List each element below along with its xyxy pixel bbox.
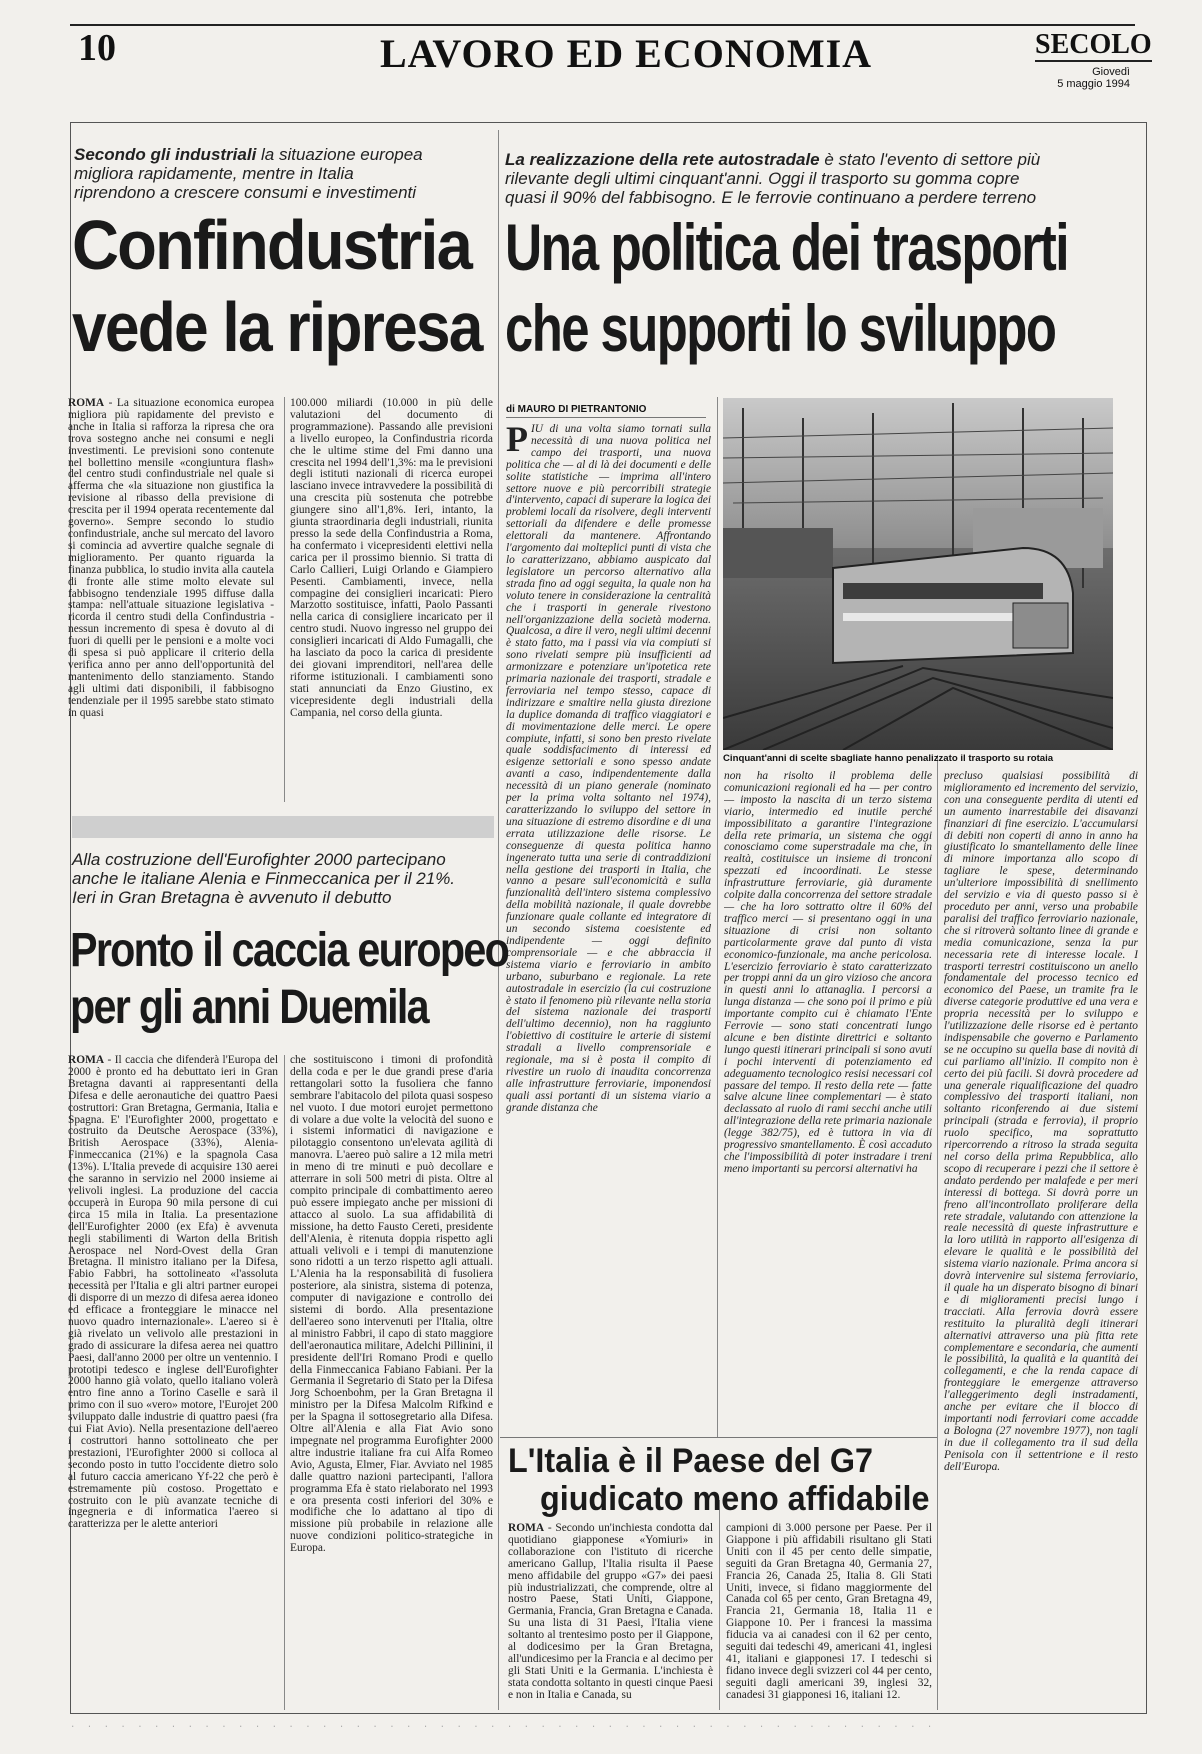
column-divider-a2-2 [937, 755, 938, 1710]
article1-headline-line2: vede la ripresa [72, 288, 482, 366]
section-title: LAVORO ED ECONOMIA [380, 31, 873, 76]
article2-column2: non ha risolto il problema delle comunicazioni regionali ed ha — per contro — imposto la nascita di un terzo sistema viario, intermedio ed inutile perché impossibilitato a garantire l'integrazione della rete primaria, un sistema che oggi conosciamo come superstradale ma che, in realtà, costituisce un insieme di tronconi spezzati ed incoordinati. Le stesse infrastrutture ferroviarie, già duramente colpite dalla concorrenza del settore stradale — che ha loro sottratto oltre il 60% del traffico merci — si presentano oggi in una situazione di crisi non soltanto particolarmente grave dal punto di vista economico-funzionale, ma anche pericolosa. L'esercizio ferroviario è stato caratterizzato per troppi anni da un giro vizioso che ancora in questi anni lo attanaglia. I percorsi a lunga distanza — che sono poi il primo e più importante compito cui è chiamato l'Ente Ferrovie — sono stati concentrati lungo alcune e ben distinte direttrici e soltanto lungo questi itinerari principali si sono avuti i pochi interventi di potenziamento ed adeguamento tecnologico resisi necessari col passare del tempo. Il resto della rete — fatte salve alcune linee complementari — è stato declassato al ruolo di rami secchi anche utili all'integrazione della rete primaria nazionale (legge 382/75), ed è tuttora in via di progressivo smantellamento. È così accaduto che l'impossibilità di poter instradare i treni meno importanti su percorsi alternativi ha [724, 771, 932, 1175]
newspaper-logo: SECOLO [1035, 29, 1152, 60]
article1-column1 [68, 398, 274, 803]
column-divider-a2-1 [717, 397, 718, 1437]
train-photo [723, 398, 1113, 750]
article4-column2: campioni di 3.000 persone per Paese. Per il Giappone i più affidabili risultano gli Stati Uniti con il 45 per cento delle simpatie, seguiti da Gran Bretagna 40, Germania 27, Francia 26, Canada 25, Italia 8. Gli Stati Uniti, invece, si fidano maggiormente del Canada col 65 per cento, Gran Bretagna 49, Francia 21, Germania 18, Italia 11 e Giappone 10. Per i francesi la massima fiducia va ai canadesi con il 62 per cento, seguiti dai tedeschi 49, americani 41, inglesi 41, italiani e giapponesi 17. I tedeschi si fidano invece degli svizzeri col 44 per cento, seguiti dagli americani 39, inglesi 32, canadesi 31 giapponesi 16, italiani 12. [726, 1523, 932, 1701]
article4-top-rule [500, 1437, 937, 1438]
article2-column1 [506, 424, 711, 1436]
article2-byline: di MAURO DI PIETRANTONIO [506, 404, 647, 415]
article3-column1 [68, 1055, 278, 1708]
issue-weekday: Giovedì [1092, 66, 1130, 78]
article3-dateline: ROMA [68, 1055, 105, 1066]
issue-date-text: 5 maggio 1994 [1057, 78, 1130, 90]
column-divider-a1 [284, 397, 285, 802]
article2-column3: precluso qualsiasi possibilità di miglioramento ed incremento del servizio, con una conseguente perdita di utenti ed un aumento inarrestabile dei disavanzi finanziari di fine esercizio. L'accumularsi di debiti non coperti di anno in anno ha giustificato lo smantellamento delle linee di minore importanza allo scopo di tagliare le spese, determinando un'ulteriore impossibilità di snellimento del servizio e via di questo passo si è proceduto per anni, verso una probabile paralisi del traffico ferroviario nazionale, che si ritroverà soltanto linee di grande e media comunicazione, senza la pur necessaria rete di interesse locale. I trasporti terrestri costituiscono un anello fondamentale del processo tecnico ed economico del Paese, un tramite fra le diverse categorie produttive ed una vera e propria necessità per lo sviluppo e l'utilizzazione delle risorse ed è pertanto indispensabile che governo e Parlamento se ne occupino su quella base di novità di cui parliamo all'inizio. Il compito non è certo dei più facili. Si dovrà procedere ad una generale riqualificazione del quadro complessivo dei trasporti italiani, non soltanto riconferendo ai due sistemi principali (strada e ferrovia), il proprio ruolo specifico, ma soprattutto ripercorrendo a ritroso la strada seguita nel corso della prima Repubblica, allo scopo di recuperare i pezzi che il settore è andato perdendo per malafede e per meri interessi di bottega. Si dovrà porre un freno all'incontrollato proliferare della rete stradale, valutando con attenzione la reale necessità di queste infrastrutture e la loro utilità in rapporto all'esigenza di elevare le qualità e le possibilità del sistema viario nazionale. Prima ancora si dovrà intervenire sul sistema ferroviario, il quale ha un disperato bisogno di binari e di miglioramenti precisi lungo i tracciati. Alla ferrovia dovrà essere restituito la pluralità degli itinerari alternativi attraverso una più fitta rete complementare e secondaria, che aumenti le possibilità, la qualità e la quantità dei collegamenti, e che la renda capace di fronteggiare le emergenze attraverso l'alleggerimento degli instradamenti, anche per evitare che il blocco di importanti nodi ferroviari come accadde a Bologna (27 novembre 1977), non tagli in due il collegamento tra il sud della Penisola con il settentrione e il resto dell'Europa. [944, 771, 1138, 1473]
article4-headline-line1: L'Italia è il Paese del G7 [508, 1442, 873, 1480]
column-divider-a3 [284, 1055, 285, 1710]
article4-dateline: ROMA [508, 1523, 545, 1534]
article1-col1-text: - La situazione economica europea migliora più rapidamente del previsto e anche in Italia si rafforza la ripresa che ora trova sostegno anche nei consumi e negli investimenti. Le previsioni sono contenute nel bollettino mensile «congiuntura flash» del centro studi confindustriale nel quale si afferma che «la situazione non giustifica la revisione al ribasso della previsione di crescita per il 1994 operata recentemente dal governo». Sempre secondo lo studio confindustriale, anche sul mercato del lavoro si comincia ad avvertire qualche segnale di miglioramento. Per quanto riguarda la finanza pubblica, lo studio invita alla cautela di fronte alle stime molto elevate sul fabbisogno tendenziale 1995 diffuse dalla stampa: nell'attuale situazione legislativa - ricorda il centro studi della Confindustria - nessun incremento di spesa è dovuto al di fuori di quelli per le pensioni e a molte voci di spesa si può applicare il criterio della verifica anno per anno dell'opportunità del mantenimento dello stanziamento. Stando agli ultimi dati disponibili, il fabbisogno tendenziale per il 1995 sarebbe stato stimato in quasi [68, 398, 274, 719]
article4-headline-line2: giudicato meno affidabile [540, 1480, 930, 1518]
article2-col1-text: IÙ di una volta siamo tornati sulla necessità di una nuova politica nel campo dei trasporti, una nuova politica che — al di là dei documenti e delle solite statistiche — imprima all'intero settore nuove e più percorribili strategie d'intervento, capaci di superare la logica dei problemi locali da risolvere, degli interventi settoriali da difendere e delle promesse elettorali da mantenere. Affrontando l'argomento dai molteplici punti di vista che lo caratterizzano, abbiamo auspicato dal legislatore un percorso alternativo alla strada fino ad oggi seguita, la quale non ha voluto tenere in considerazione la centralità che i trasporti in generale rivestono nell'organizzazione della società moderna. Qualcosa, a dire il vero, negli ultimi decenni è stato fatto, ma i passi via via compiuti si sono rivelati sempre più insufficienti ad armonizzare e potenziare un'ipotetica rete primaria nazionale dei trasporti, stradale e ferroviaria nel tempo stesso, capace di indirizzare e smaltire nella giusta direzione la duplice domanda di traffico viaggiatori e di movimentazione delle merci. Le opere compiute, infatti, si sono ben presto rivelate quale soddisfacimento di interessi ed esigenze settoriali e sono spesso andate avanti a caso, indipendentemente dalla necessità di un piano generale (nominato per la prima volta soltanto nel 1974), caratterizzando lo sviluppo del settore in una situazione di estremo disordine e di una errata utilizzazione delle risorse. Le conseguenze di questa politica hanno ingenerato tutta una serie di contraddizioni nella gestione dei trasporti in Italia, che vanno a pesare sull'economicità e sulla funzionalità dell'intero sistema complessivo della mobilità nazionale, il quale dovrebbe funzionare quale collante ed integratore di un secondo sistema coesistente ed indipendente — oggi definito comprensoriale — e che abbraccia il sistema viario e ferroviario in ambito urbano, suburbano e regionale. La rete autostradale in esercizio (la cui costruzione è stato il fenomeno più rilevante nella storia del sistema nazionale dei trasporti dell'ultimo decennio), non ha raggiunto l'obiettivo di costituire le arterie di sistemi stradali a livello comprensoriale e regionale, ma si è posta il compito di rivestire un ruolo di inaudita concorrenza alle infrastrutture ferroviarie, imponendosi quali assi portanti di un sistema viario a grande distanza che [506, 424, 711, 1114]
article2-headline-line1: Una politica dei trasporti [505, 210, 1069, 284]
article1-column2: 100.000 miliardi (10.000 in più delle valutazioni del documento di programmazione). Passando alle previsioni a livello europeo, la Confindustria ricorda che le ultime stime del Fmi danno una crescita nel 1994 dell'1,3%: ma le previsioni degli istituti nazionali di ricerca europei lasciano invece intravvedere la possibilità di una crescita più sostenuta che potrebbe giungere sino all'1,8%. Ieri, intanto, la giunta straordinaria degli industriali, riunita presso la sede della Confindustria a Roma, ha confermato i vicepresidenti elettivi nella carica per il prossimo biennio. Si tratta di Carlo Callieri, Luigi Orlando e Giampiero Pesenti. Cambiamenti, invece, nella compagine dei consiglieri incaricati: Piero Marzotto sostituisce, infatti, Paolo Passanti nella carica di consigliere incaricato per il centro studi. Nuovo ingresso nel gruppo dei consiglieri incaricati di Aldo Fumagalli, che ha lasciato da poco la carica di presidente dei giovani imprenditori, nell'area delle riforme istituzionali. I cambiamenti sono stati annunciati da Enzo Giustino, ex vicepresidente degli industriali della Campania, nel corso della giunta. [290, 398, 493, 719]
article3-kicker: Alla costruzione dell'Eurofighter 2000 partecipano anche le italiane Alenia e Finmeccanica per il 21%. Ieri in Gran Bretagna è avvenuto il debutto [72, 850, 456, 907]
section-separator-bar [72, 816, 494, 838]
article1-kicker [74, 145, 434, 202]
page-number: 10 [78, 27, 116, 69]
article1-kicker-rest: la situazione europea migliora rapidamente, mentre in Italia riprendono a crescere consumi e investimenti [74, 145, 423, 202]
column-divider-a4 [719, 1500, 720, 1710]
article3-col1-text: - Il caccia che difenderà l'Europa del 2000 è pronto ed ha debuttato ieri in Gran Bretagna davanti ai rappresentanti della Difesa e delle aeronautiche dei quattro Paesi costruttori: Gran Bretagna, Germania, Italia e Spagna. E' l'Eurofighter 2000, progettato e costruito da Deutsche Aerospace (33%), British Aerospace (33%), Alenia-Finmeccanica (21%) e la spagnola Casa (13%). L'Italia prevede di acquisire 130 aerei che saranno in servizio nel 2000 insieme ai velivoli inglesi. La produzione del caccia occuperà in Europa 90 mila persone di cui circa 15 mila in Italia. La presentazione dell'Eurofighter 2000 (ex Efa) è avvenuta negli stabilimenti di Warton della British Aerospace nel Nord-Ovest della Gran Bretagna. Il ministro italiano per la Difesa, Fabio Fabbri, ha sottolineato «l'assoluta necessità per l'Italia e gli altri partner europei di disporre di un mezzo di difesa aerea idoneo ed efficace a fronteggiare le minacce nel nuovo quadro internazionale». L'aereo si è già rivelato un velivolo alle prestazioni in grado di assicurare la difesa aerea nei quattro Paesi, dall'anno 2000 per oltre un ventennio. I prototipi tedesco e inglese dell'Eurofighter 2000 hanno già volato, quello italiano volerà entro fine anno a Torino Caselle e sarà il primo con il suo «vero» motore, l'Eurojet 200 sviluppato dalle industrie di quattro paesi (fra cui Fiat Avio). Nella presentazione dell'aereo i costruttori hanno sottolineato che per prestazioni, l'Eurofighter 2000 si colloca al secondo posto in tutto l'occidente dietro solo al futuro caccia americano Yf-22 che però è estremamente più costoso. Progettato e costruito con le più avanzate tecniche di ingegneria e di informatica l'aereo si caratterizza per le alette anteriori [68, 1055, 278, 1531]
article4-col1-text: - Secondo un'inchiesta condotta dal quotidiano giapponese «Yomiuri» in collaborazione con l'istituto di ricerche americano Gallup, l'Italia risulta il Paese meno affidabile del gruppo «G7» dei paesi più industrializzati, che comprende, oltre al nostro Paese, Stati Uniti, Giappone, Germania, Francia, Gran Bretagna e Canada. Su una lista di 31 Paesi, l'Italia viene soltanto al trentesimo posto per il Giappone, al dodicesimo per la Gran Bretagna, all'undicesimo per la Francia e al decimo per gli Stati Uniti e la Germania. L'inchiesta è stata condotta soltanto in questi cinque Paesi e non in Italia e Canada, su [508, 1523, 713, 1701]
column-divider-main [498, 130, 499, 1710]
article3-column2: che sostituiscono i timoni di profondità della coda e per le due grandi prese d'aria rettangolari sotto la fusoliera che fanno sembrare l'abitacolo del pilota quasi sospeso nel vuoto. I due motori eurojet permettono di volare a due volte la velocità del suono e i sistemi informatici di navigazione e pilotaggio consentono un'elevata agilità di manovra. L'aereo può salire a 12 mila metri in meno di tre minuti e può decollare e atterrare in soli 500 metri di pista. Oltre al compito principale di combattimento aereo può essere impiegato anche per missioni di attacco al suolo. La sua affidabilità di missione, ha detto Fausto Cereti, presidente dell'Alenia, è ritenuta doppia rispetto agli attuali velivoli e i tempi di manutenzione sono ridotti a un terzo rispetto agli attuali. L'Alenia ha la responsabilità di fusoliera posteriore, ala sinistra, sistema di potenza, computer di navigazione e controllo dei sistemi di bordo. Alla presentazione dell'aereo sono intervenuti per l'Italia, oltre al ministro Fabbri, il capo di stato maggiore dell'aeronautica militare, Adelchi Pillinini, il presidente dell'Iri Romano Prodi e quello della Finmeccanica Fabiano Fabiani. Per la Germania il Segretario di Stato per la Difesa Jorg Schoenbohm, per la Gran Bretagna il ministro per la Difesa Malcolm Rifkind e per la Spagna il sottosegretario alla Difesa. Oltre all'Alenia e alla Fiat Avio sono impegnate nel programma Eurofighter 2000 altre industrie italiane fra cui Alfa Romeo Avio, Agusta, Elmer, Fiar. Avviato nel 1985 dalle quattro nazioni partecipanti, l'allora programma Efa è stato rielaborato nel 1993 e ora presenta costi inferiori del 30% e modifiche che lo adattano al tipo di missione più probabile in relazione alle nuove condizioni politico-strategiche in Europa. [290, 1055, 493, 1555]
train-photo-image [723, 398, 1113, 750]
article2-kicker [505, 150, 1045, 207]
article1-headline-line1: Confindustria [72, 206, 471, 284]
article1-dateline: ROMA [68, 398, 105, 409]
article3-headline-line1: Pronto il caccia europeo [70, 924, 509, 977]
article2-kicker-rest: è stato l'evento di settore più rilevante degli ultimi cinquant'anni. Oggi il trasporto su gomma copre quasi il 90% del fabbisogno. E le ferrovie continuano a perdere terreno [505, 150, 1041, 207]
masthead-top-rule [70, 24, 1135, 26]
photo-caption: Cinquant'anni di scelte sbagliate hanno penalizzato il trasporto su rotaia [723, 753, 1054, 764]
article2-dropcap: P [506, 424, 528, 459]
article2-kicker-bold: La realizzazione della rete autostradale [505, 150, 820, 169]
article3-headline-line2: per gli anni Duemila [70, 981, 428, 1034]
bottom-print-strip: · · · · · · · · · · · · · · · · · · · · · · · · · · · · · · · · · · · · · · · · · · · · · · · · · · · · [70, 1722, 936, 1732]
article1-kicker-bold: Secondo gli industriali [74, 145, 257, 164]
article2-headline-line2: che supporti lo sviluppo [505, 291, 1056, 365]
article4-column1 [508, 1523, 713, 1708]
byline-rule [506, 417, 706, 418]
issue-date [1030, 66, 1130, 90]
